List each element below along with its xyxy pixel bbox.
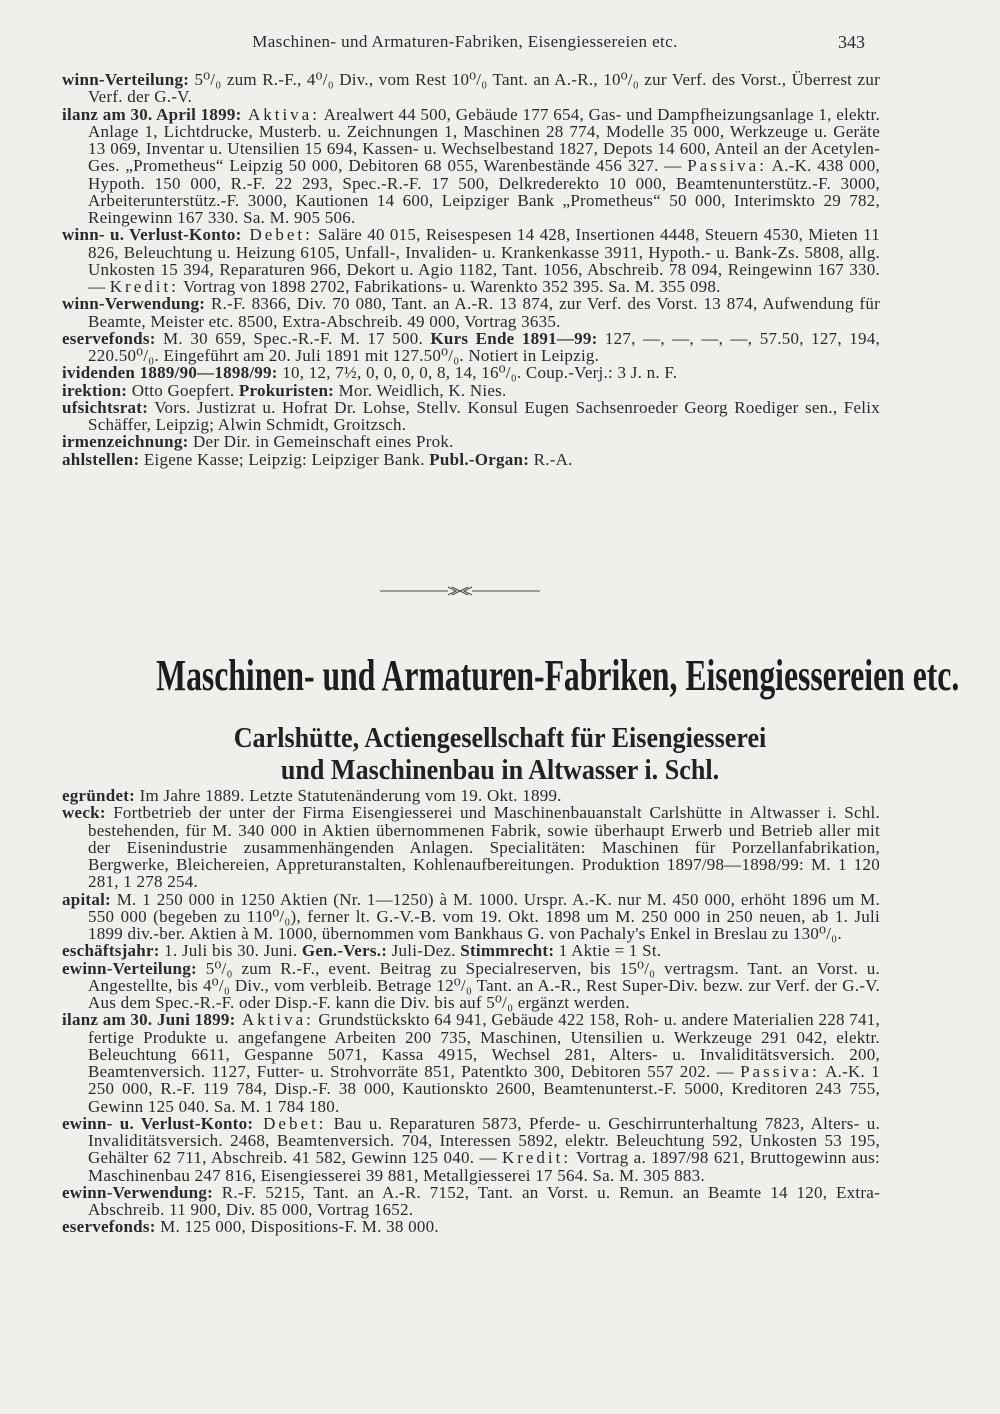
entry-paragraph	[62, 382, 880, 399]
field-label: eservefonds:	[62, 1217, 156, 1237]
entry-paragraph	[62, 226, 880, 295]
field-label: ufsichtsrat:	[62, 397, 149, 417]
entry-paragraph	[62, 330, 880, 365]
entry-paragraph	[62, 1184, 880, 1219]
spaced-label: Aktiva:	[241, 104, 320, 124]
field-label: egründet:	[62, 786, 136, 805]
spaced-label: Debet:	[241, 225, 313, 245]
field-label: Stimmrecht:	[460, 941, 555, 961]
entry-paragraph	[62, 71, 880, 106]
field-text: M. 30 659, Spec.-R.-F. M. 17 500.	[155, 328, 431, 348]
running-title: Maschinen- und Armaturen-Fabriken, Eisengiessereien etc.	[252, 32, 678, 51]
field-label: Gen.-Vers.:	[301, 941, 388, 961]
field-label: irektion:	[62, 380, 128, 400]
field-text: 127, —, —, —, —, 57.50, 127, 194, 220.50⁰/₀. Eingeführt am 20. Juli 1891 mit 127.50⁰/₀. Notiert in Leipzig.	[88, 328, 881, 365]
field-text: Eigene Kasse; Leipzig: Leipziger Bank.	[139, 449, 430, 469]
entry-paragraph	[62, 106, 880, 227]
field-label: ilanz am 30. April 1899:	[62, 104, 242, 124]
spaced-label: Aktiva:	[235, 1010, 314, 1030]
entry-paragraph	[62, 891, 880, 943]
field-label: weck:	[62, 803, 106, 823]
running-header	[0, 32, 1000, 56]
entry-paragraph	[62, 1011, 880, 1115]
field-text: M. 1 250 000 in 1250 Aktien (Nr. 1—1250) à M. 1000. Urspr. A.-K. nur M. 450 000, erhöht 1896 um M. 550 000 (begeben zu 110⁰/₀), ferner lt. G.-V.-B. vom 19. Okt. 1898 um M. 250 000 in 250 neuen, ab 1. Juli 1899 div.-ber. Aktien à M. 1000, übernommen vom Bankhaus G. von Pachaly's Enkel in Breslau zu 130⁰/₀.	[88, 889, 880, 943]
field-label: Kurs Ende 1891—99:	[430, 328, 598, 348]
entry-paragraph	[62, 364, 880, 381]
field-text: Fortbetrieb der unter der Firma Eisengiesserei und Maschinenbauanstalt Carlshütte in Altwasser i. Schl. bestehenden, für M. 340 000 in Aktien übernommenen Fabrik, sowie überhaupt Erwerb und Betrieb aller mit der Eisenindustrie zusammenhängenden Anlagen. Specialitäten: Maschinen für Porzellanfabrikation, Bergwerke, Bleichereien, Appreturanstalten, Kohlenaufbereitungen. Produktion 1897/98—1898/99: M. 1 120 281, 1 278 254.	[88, 803, 880, 892]
previous-company-entry	[62, 71, 880, 468]
field-label: irmenzeichnung:	[62, 432, 189, 452]
field-text: Der Dir. in Gemeinschaft eines Prok.	[188, 432, 454, 452]
field-label: Prokuristen:	[238, 380, 335, 400]
field-label: ewinn-Verteilung:	[62, 958, 197, 978]
field-label: ewinn- u. Verlust-Konto:	[62, 1113, 254, 1133]
entry-paragraph	[62, 399, 880, 434]
company-title-line-1: Carlshütte, Actiengesellschaft für Eisengiesserei	[233, 722, 767, 754]
field-label: winn-Verwendung:	[62, 294, 206, 314]
field-text: R.-F. 8366, Div. 70 080, Tant. an A.-R. 13 874, zur Verf. des Vorst. 13 874, Aufwendung für Beamte, Meister etc. 8500, Extra-Abschreib. 49 000, Vortrag 3635.	[88, 294, 880, 331]
entry-paragraph	[62, 942, 880, 959]
entry-paragraph	[62, 1115, 880, 1184]
field-label: ewinn-Verwendung:	[62, 1182, 213, 1202]
section-heading-text: Maschinen- und Armaturen-Fabriken, Eisengiessereien etc.	[156, 651, 960, 700]
field-text: Vors. Justizrat u. Hofrat Dr. Lohse, Stellv. Konsul Eugen Sachsenroeder Georg Roediger sen., Felix Schäffer, Leipzig; Alwin Schmidt, Groitzsch.	[88, 397, 880, 434]
field-text: 1. Juli bis 30. Juni.	[159, 941, 302, 961]
spaced-label: Passiva:	[687, 156, 767, 176]
field-text: 10, 12, 7½, 0, 0, 0, 0, 8, 14, 16⁰/₀. Coup.-Verj.: 3 J. n. F.	[277, 363, 678, 383]
field-text: 5⁰/₀ zum R.-F., 4⁰/₀ Div., vom Rest 10⁰/₀ Tant. an A.-R., 10⁰/₀ zur Verf. des Vorst., Überrest zur Verf. der G.-V.	[88, 70, 880, 107]
field-label: eservefonds:	[62, 328, 156, 348]
field-text: Bau u. Reparaturen 5873, Pferde- u. Geschirrunterhaltung 7823, Alters- u. Invaliditätsversich. 2468, Beamtenversich. 704, Interessen 5892, elektr. Beleuchtung 592, Unkosten 53 195, Gehälter 62 711, Abschreib. 41 582, Gewinn 125 040. —	[88, 1113, 880, 1168]
field-text: 1 Aktie = 1 St.	[554, 941, 662, 961]
field-text: Otto Goepfert.	[127, 380, 239, 400]
field-text: Im Jahre 1889. Letzte Statutenänderung vom 19. Okt. 1899.	[135, 786, 562, 805]
entry-paragraph	[62, 960, 880, 1012]
field-label: eschäftsjahr:	[62, 941, 160, 961]
entry-paragraph	[62, 804, 880, 890]
spaced-label: Debet:	[253, 1113, 327, 1133]
field-label: winn-Verteilung:	[62, 70, 190, 89]
entry-paragraph	[62, 787, 880, 804]
field-label: Publ.-Organ:	[429, 449, 530, 469]
section-heading	[0, 650, 1000, 701]
company-title-line-2: und Maschinenbau in Altwasser i. Schl.	[280, 754, 720, 786]
field-label: ividenden 1889/90—1898/99:	[62, 363, 278, 383]
entry-paragraph	[62, 295, 880, 330]
field-text: Vortrag a. 1897/98 621, Bruttogewinn aus: Maschinenbau 247 816, Eisengiesserei 39 881, Metallgiesserei 17 564. Sa. M. 305 883.	[88, 1148, 880, 1185]
spaced-label: Kredit:	[109, 277, 179, 296]
field-text: Arealwert 44 500, Gebäude 177 654, Gas- und Dampfheizungsanlage 1, elektr. Anlage 1, Lichtdrucke, Musterb. u. Zeichnungen 1, Maschinen 28 774, Modelle 35 000, Werkzeuge u. Geräte 13 069, Inventar u. Utensilien 15 694, Kassen- u. Wechselbestand 1827, Depots 14 600, Anteil an der Acetylen-Ges. „Prometheus“ Leipzig 50 000, Debitoren 68 055, Warenbestände 456 327. —	[88, 104, 880, 176]
field-text: Grundstückskto 64 941, Gebäude 422 158, Roh- u. andere Materialien 228 741, fertige Produkte u. angefangene Arbeiten 200 735, Maschinen, Utensilien u. Werkzeuge 291 042, elektr. Beleuchtung 6611, Gespanne 5071, Kassa 4915, Wechsel 281, Alters- u. Invaliditätsversich. 200, Beamtenversich. 1127, Futter- u. Strohvorräte 851, Patentkto 300, Debitoren 557 202. —	[88, 1010, 880, 1081]
entry-paragraph	[62, 1218, 880, 1235]
carlshuette-entry	[62, 787, 880, 1236]
field-text: Mor. Weidlich, K. Nies.	[334, 380, 507, 400]
field-text: R.-A.	[529, 449, 573, 469]
entry-paragraph	[62, 433, 880, 450]
field-text: M. 125 000, Dispositions-F. M. 38 000.	[155, 1217, 439, 1237]
field-label: ilanz am 30. Juni 1899:	[62, 1010, 236, 1030]
company-title	[0, 722, 1000, 786]
ornamental-divider	[380, 584, 540, 598]
field-text: 5⁰/₀ zum R.-F., event. Beitrag zu Specialreserven, bis 15⁰/₀ vertragsm. Tant. an Vorst. u. Angestellte, bis 4⁰/₀ Div., vom verbleib. Betrage 12⁰/₀ Tant. an A.-R., Rest Super-Div. bezw. zur Verf. der G.-V. Aus dem Spec.-R.-F. oder Disp.-F. kann die Div. bis auf 5⁰/₀ ergänzt werden.	[88, 958, 880, 1012]
field-text: Vortrag von 1898 2702, Fabrikations- u. Warenkto 352 395. Sa. M. 355 098.	[178, 277, 721, 296]
field-label: winn- u. Verlust-Konto:	[62, 225, 242, 245]
field-label: apital:	[62, 889, 111, 909]
field-label: ahlstellen:	[62, 449, 140, 469]
field-text: A.-K. 438 000, Hypoth. 150 000, R.-F. 22 293, Spec.-R.-F. 17 500, Delkrederekto 10 000, Beamtenunterstütz.-F. 3000, Arbeiterunterstütz.-F. 3000, Kautionen 14 600, Leipziger Bank „Prometheus“ 50 000, Interimskto 29 782, Reingewinn 167 330. Sa. M. 905 506.	[88, 156, 880, 227]
field-text: A.-K. 1 250 000, R.-F. 119 784, Disp.-F. 38 000, Kautionskto 2600, Beamtenunterst.-F. 5000, Kreditoren 243 755, Gewinn 125 040. Sa. M. 1 784 180.	[88, 1062, 880, 1116]
field-text: R.-F. 5215, Tant. an A.-R. 7152, Tant. an Vorst. u. Remun. an Beamte 14 120, Extra-Abschreib. 11 900, Div. 85 000, Vortrag 1652.	[88, 1182, 880, 1219]
entry-paragraph	[62, 451, 880, 468]
field-text: Juli-Dez.	[387, 941, 461, 961]
spaced-label: Kredit:	[501, 1148, 572, 1168]
spaced-label: Passiva:	[740, 1062, 820, 1081]
field-text: Saläre 40 015, Reisespesen 14 428, Insertionen 4448, Steuern 4530, Mieten 11 826, Beleuchtung u. Heizung 6105, Unfall-, Invaliden- u. Krankenkasse 3911, Hypoth.- u. Bank-Zs. 5808, allg. Unkosten 15 394, Reparaturen 966, Dekort u. Agio 1182, Tant. 1056, Abschreib. 78 094, Reingewinn 167 330. —	[88, 225, 880, 296]
page-number: 343	[838, 32, 865, 52]
